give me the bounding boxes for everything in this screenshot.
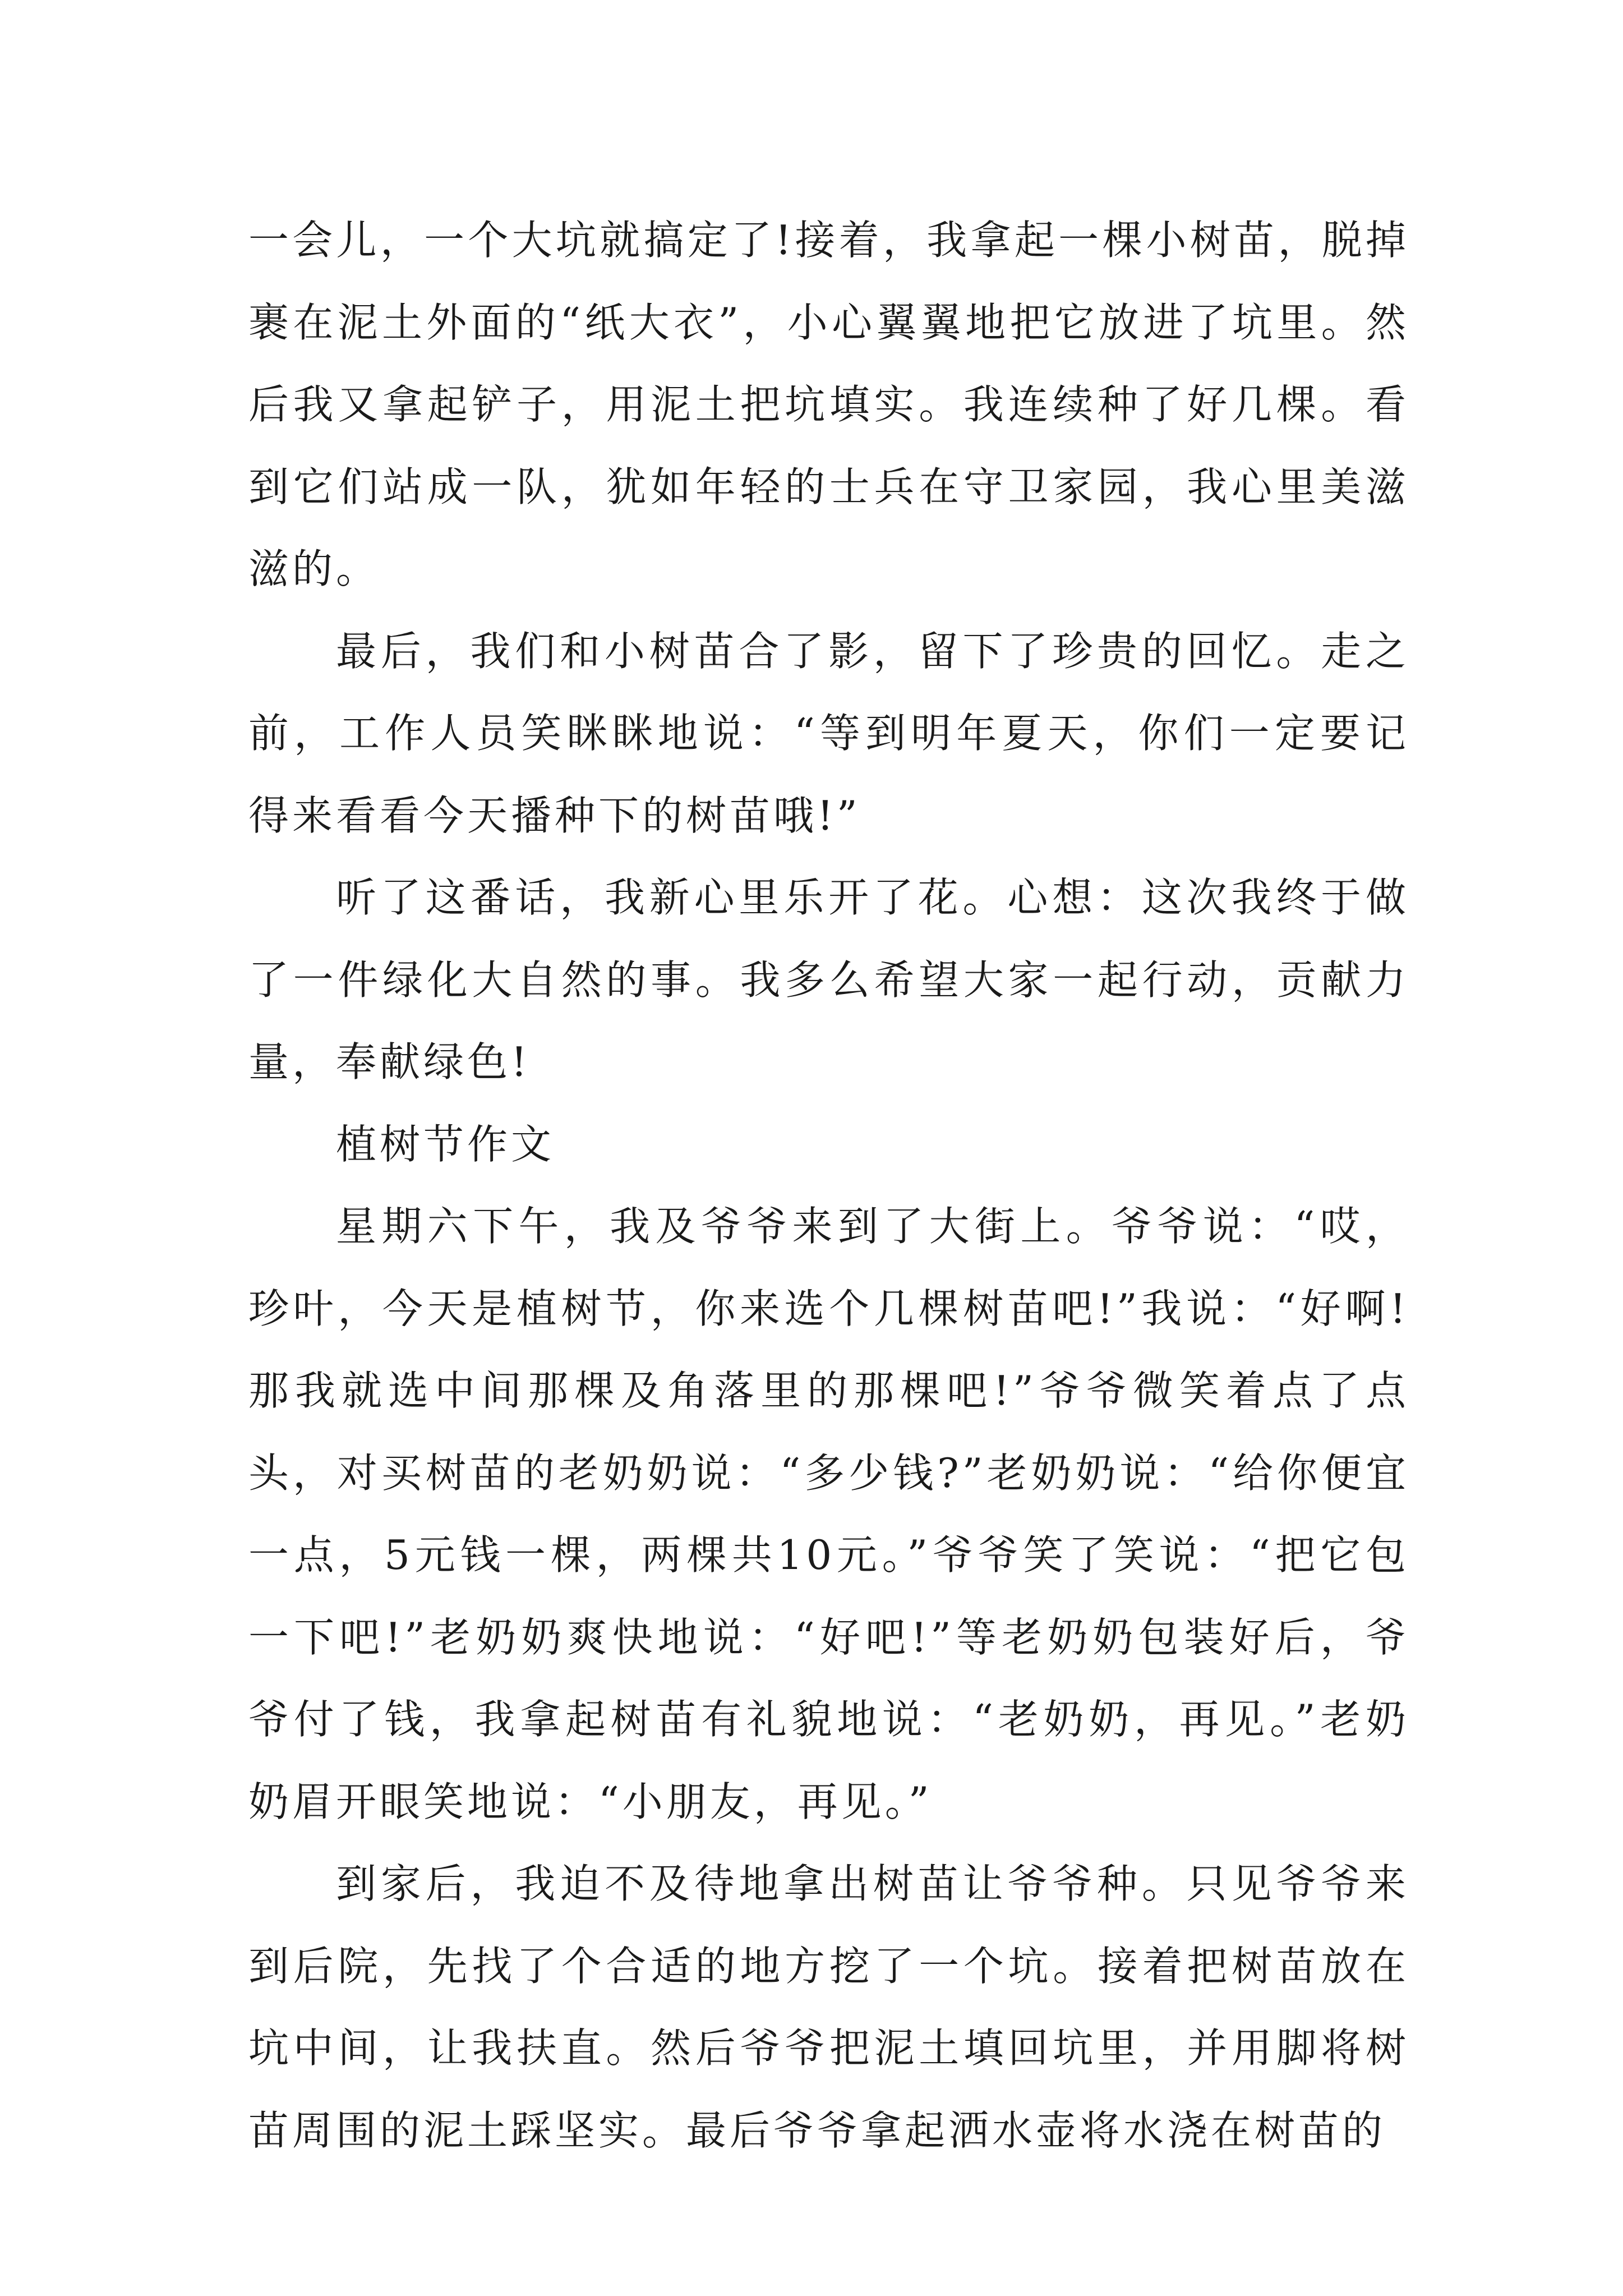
paragraph-planting-at-home: 到家后，我迫不及待地拿出树苗让爷爷种。只见爷爷来到后院，先找了个合适的地方挖了一个坑。接着把树苗放在坑中间，让我扶直。然后爷爷把泥土填回坑里，并用脚将树苗周围的泥土踩坚实。最后爷爷拿起洒水壶将水浇在树苗的	[248, 1860, 1409, 2154]
paragraph-reflection: 听了这番话，我新心里乐开了花。心想：这次我终于做了一件绿化大自然的事。我多么希望大家一起行动，贡献力量，奉献绿色!	[248, 874, 1409, 1085]
paragraph-photo-memory: 最后，我们和小树苗合了影，留下了珍贵的回忆。走之前，工作人员笑眯眯地说：“等到明年夏天，你们一定要记得来看看今天播种下的树苗哦!”	[248, 627, 1409, 839]
paragraph-buying-saplings: 星期六下午，我及爷爷来到了大街上。爷爷说：“哎，珍叶，今天是植树节，你来选个几棵树苗吧!”我说：“好啊!那我就选中间那棵及角落里的那棵吧!”爷爷微笑着点了点头，对买树苗的老奶奶说：“多少钱?”老奶奶说：“给你便宜一点，5元钱一棵，两棵共10元。”爷爷笑了笑说：“把它包一下吧!”老奶奶爽快地说：“好吧!”等老奶奶包装好后，爷爷付了钱，我拿起树苗有礼貌地说：“老奶奶，再见。”老奶奶眉开眼笑地说：“小朋友，再见。”	[248, 1203, 1409, 1825]
essay-title: 植树节作文	[336, 1120, 555, 1168]
document-body	[248, 199, 1409, 2171]
paragraph-planting-trees: 一会儿，一个大坑就搞定了!接着，我拿起一棵小树苗，脱掉裹在泥土外面的“纸大衣”，小心翼翼地把它放进了坑里。然后我又拿起铲子，用泥土把坑填实。我连续种了好几棵。看到它们站成一队，犹如年轻的士兵在守卫家园，我心里美滋滋的。	[248, 217, 1409, 592]
